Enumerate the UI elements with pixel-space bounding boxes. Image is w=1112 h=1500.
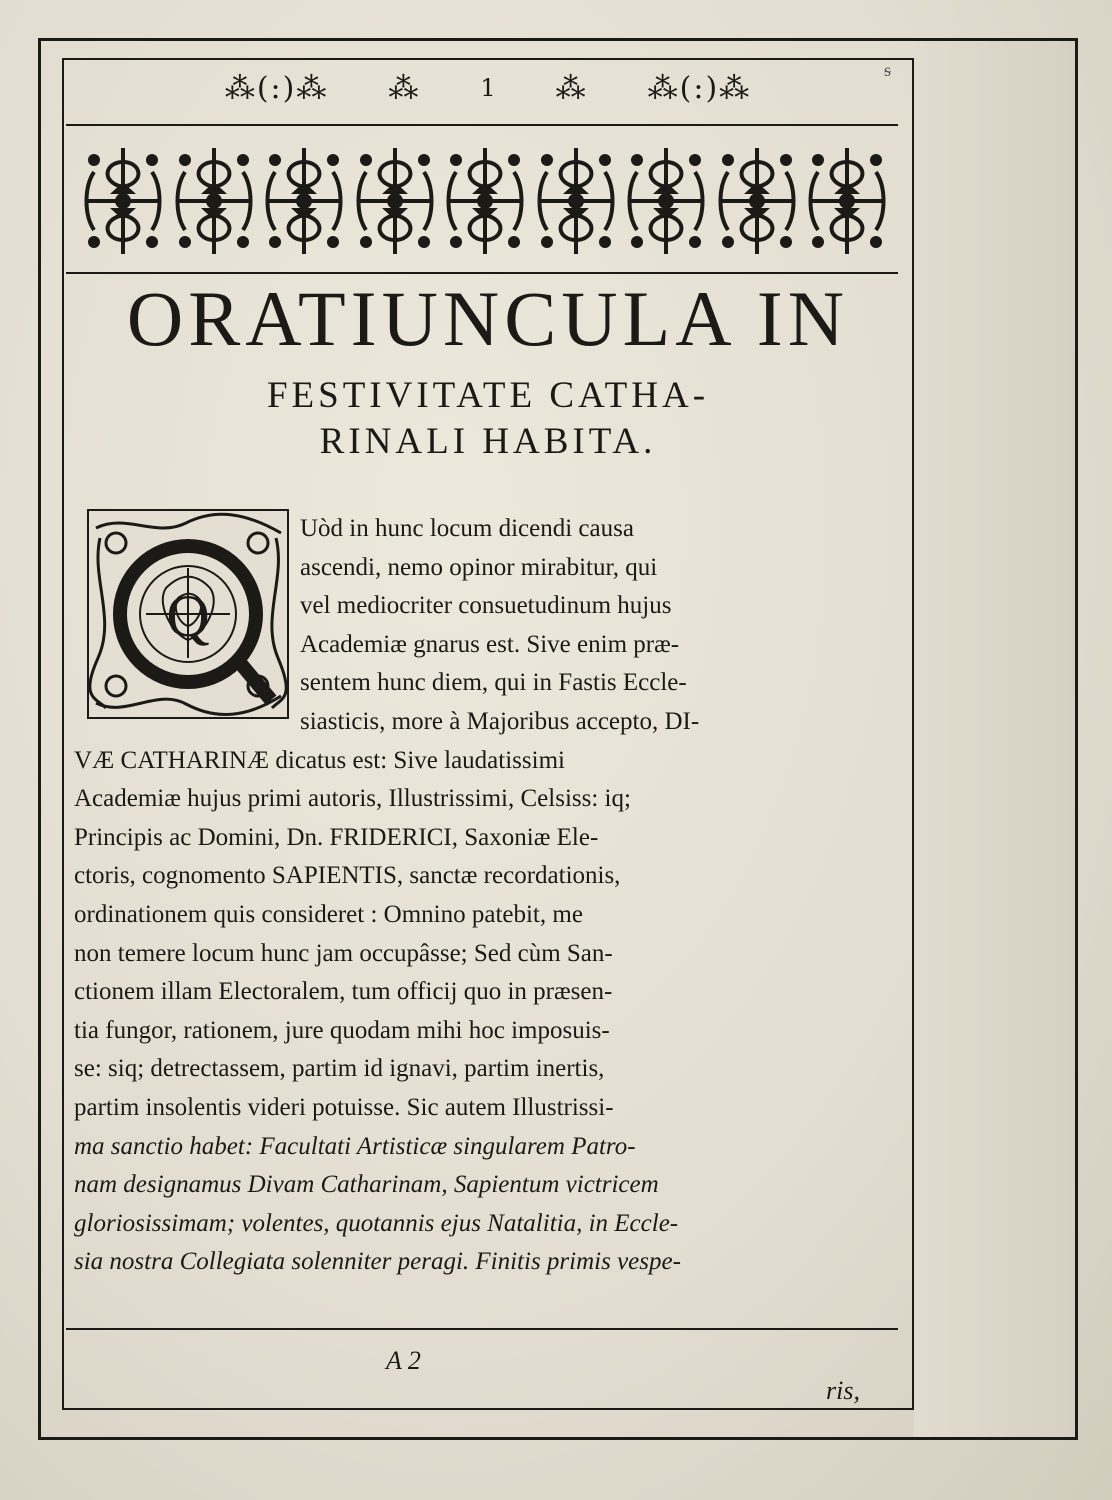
drop-cap-letter: Q	[166, 583, 210, 649]
body-line: vel mediocriter consuetudinum hujus	[300, 592, 672, 620]
body-line: Principis ac Domini, Dn. FRIDERICI, Saxoniæ Ele-	[74, 823, 599, 851]
ornamental-band	[80, 140, 890, 262]
fleuron-tile	[804, 142, 890, 260]
rule-under-band	[66, 272, 898, 274]
title-line-3: RINALI HABITA.	[319, 421, 657, 462]
decorated-initial	[86, 508, 290, 720]
body-line: se: siq; detrectassem, partim id ignavi, partim inertis,	[74, 1055, 605, 1083]
signature-mark: A 2	[386, 1346, 421, 1375]
body-line: Academiæ gnarus est. Sive enim præ-	[300, 630, 680, 658]
body-line: nam designamus Divam Catharinam, Sapientum victricem	[74, 1171, 659, 1199]
catchword: ris,	[826, 1376, 860, 1405]
title-line-1: ORATIUNCULA IN	[126, 275, 850, 362]
fleuron-tile	[714, 142, 800, 260]
body-line: ordinationem quis consideret : Omnino patebit, me	[74, 901, 583, 928]
body-line: partim insolentis videri potuisse. Sic autem Illustrissi-	[74, 1094, 614, 1121]
rule-bottom	[66, 1328, 898, 1330]
corner-mark: ᵴ	[884, 60, 892, 81]
fleuron-tile	[533, 142, 619, 260]
body-line: gloriosissimam; volentes, quotannis ejus Natalitia, in Eccle-	[74, 1209, 679, 1237]
body-line: ctionem illam Electoralem, tum officij quo in præsen-	[74, 978, 613, 1006]
fleuron-tile	[352, 142, 438, 260]
fleuron-tile	[442, 142, 528, 260]
body-line: Uòd in hunc locum dicendi causa	[300, 515, 634, 542]
body-line: Academiæ hujus primi autoris, Illustrissimi, Celsiss: iq;	[74, 785, 631, 813]
body-line: sia nostra Collegiata solenniter peragi. Finitis primis vespe-	[74, 1248, 681, 1276]
body-line: ma sanctio habet: Facultati Artisticæ singularem Patro-	[74, 1132, 636, 1160]
fleuron-tile	[623, 142, 709, 260]
body-line: tia fungor, rationem, jure quodam mihi hoc imposuis-	[74, 1016, 610, 1044]
body-line: sentem hunc diem, qui in Fastis Eccle-	[300, 669, 687, 697]
ornament-left: ⁂(:)⁂	[224, 70, 329, 106]
body-line: VÆ CATHARINÆ dicatus est: Sive laudatissimi	[74, 746, 565, 774]
running-head	[62, 66, 914, 110]
title-line-2: FESTIVITATE CATHA-	[266, 375, 710, 416]
ornament-mid-right: ⁂	[555, 70, 588, 106]
fleuron-tile	[261, 142, 347, 260]
ornament-right: ⁂(:)⁂	[647, 70, 752, 106]
body-line: siasticis, more à Majoribus accepto, DI-	[300, 708, 700, 735]
body-line: ascendi, nemo opinor mirabitur, qui	[300, 553, 658, 581]
ornament-mid-left: ⁂	[388, 70, 421, 106]
rule-top	[66, 124, 898, 126]
page-number: 1	[480, 74, 496, 102]
body-line: non temere locum hunc jam occupâsse; Sed cùm San-	[74, 939, 613, 967]
fleuron-tile	[171, 142, 257, 260]
fleuron-tile	[80, 142, 166, 260]
body-line: ctoris, cognomento SAPIENTIS, sanctæ recordationis,	[74, 862, 621, 890]
